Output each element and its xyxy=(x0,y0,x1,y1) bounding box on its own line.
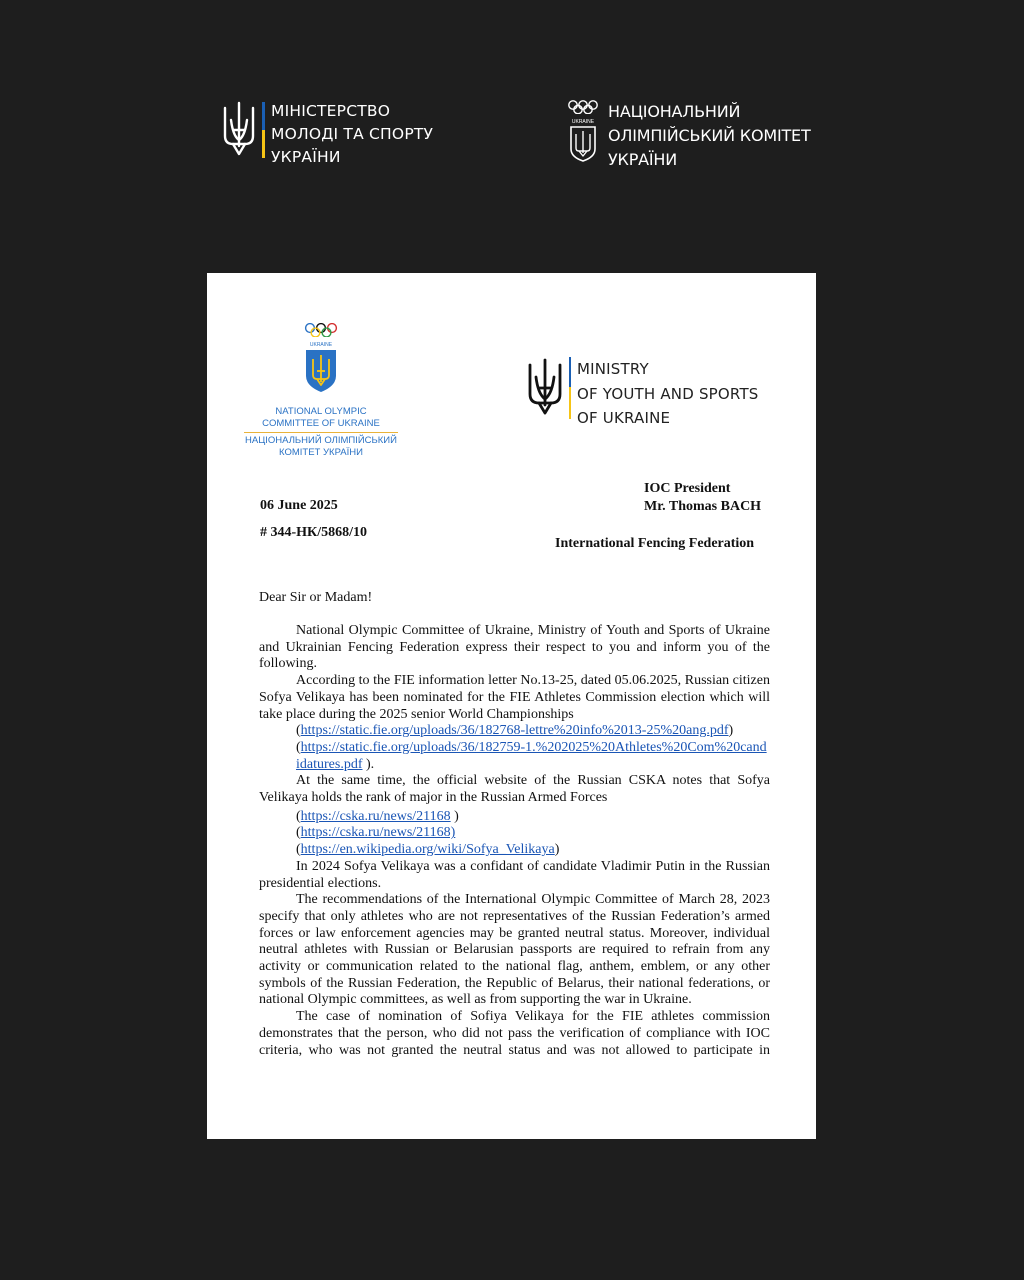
trident-icon xyxy=(222,100,256,158)
ministry-header-line: МІНІСТЕРСТВО xyxy=(271,102,391,120)
ministry-letterhead-logo xyxy=(527,357,759,431)
reference-link[interactable]: https://cska.ru/news/21168 xyxy=(300,808,451,824)
reference-line: (https://static.fie.org/uploads/36/182759-1.%202025%20Athletes%20Com%20candidatures.pdf ). xyxy=(296,739,767,772)
noc-name-en xyxy=(243,406,399,430)
letter-page xyxy=(207,273,816,1139)
ministry-line: MINISTRY xyxy=(577,360,649,378)
reference-line: (https://static.fie.org/uploads/36/182768-lettre%20info%2013-25%20ang.pdf) xyxy=(296,723,734,739)
noc-name-ua-line: НАЦІОНАЛЬНИЙ ОЛІМПІЙСЬКИЙ xyxy=(245,435,397,446)
recipient-title: IOC President xyxy=(644,481,731,496)
paragraph: National Olympic Committee of Ukraine, Ministry of Youth and Sports of Ukraine and Ukrainian Fencing Federation express their respect to you and inform you of the following. xyxy=(259,623,770,672)
salutation: Dear Sir or Madam! xyxy=(259,590,373,605)
reference-link[interactable]: https://cska.ru/news/21168) xyxy=(300,825,456,841)
reference-link[interactable]: https://static.fie.org/uploads/36/182759-1.%202025%20Athletes%20Com%20candidatures.pdf xyxy=(296,739,767,772)
ministry-header-text xyxy=(271,100,433,169)
reference-link[interactable]: https://en.wikipedia.org/wiki/Sofya_Velikaya xyxy=(300,842,555,858)
noc-shield-icon xyxy=(567,125,599,163)
paragraph: The recommendations of the International Olympic Committee of March 28, 2023 specify that only athletes who are not representatives of the Russian Federation’s armed forces or law enforcement agencies may be granted neutral status. Moreover, individual neutral athletes with Russian or Belarusian passports are required to refrain from any activity or communication related to the national flag, anthem, emblem, or any other symbols of the Russian Federation, the Republic of Belarus, their national federations, or national Olympic committees, as well as from supporting the war in Ukraine. xyxy=(259,892,770,1008)
ministry-header-logo xyxy=(222,100,433,169)
trident-icon xyxy=(527,357,563,417)
ministry-line: OF UKRAINE xyxy=(577,409,671,427)
noc-shield-icon xyxy=(303,348,339,394)
paragraph: According to the FIE information letter No.13-25, dated 05.06.2025, Russian citizen Sofya Velikaya has been nominated for the FIE Athletes Commission election which will take place during the 2025 senior World Championships xyxy=(259,673,770,722)
noc-header-logo xyxy=(567,100,811,172)
reference-line: (https://en.wikipedia.org/wiki/Sofya_Velikaya) xyxy=(296,842,560,858)
noc-emblem-label: UKRAINE xyxy=(309,342,333,348)
noc-name-ua-line: КОМІТЕТ УКРАЇНИ xyxy=(279,447,363,458)
reference-link[interactable]: https://static.fie.org/uploads/36/182768-lettre%20info%2013-25%20ang.pdf xyxy=(300,723,729,739)
noc-name-en-line: COMMITTEE OF UKRAINE xyxy=(262,418,380,429)
paragraph: At the same time, the official website of the Russian CSKA notes that Sofya Velikaya holds the rank of major in the Russian Armed Forces xyxy=(259,773,770,806)
noc-letterhead-logo xyxy=(243,323,399,459)
noc-emblem-label: UKRAINE xyxy=(571,119,595,125)
ministry-header-line: МОЛОДІ ТА СПОРТУ xyxy=(271,125,434,143)
flag-bar xyxy=(262,102,265,158)
letter-body xyxy=(259,614,770,1059)
recipient-name: Mr. Thomas BACH xyxy=(644,499,762,514)
noc-header-line: УКРАЇНИ xyxy=(608,150,678,169)
recipient-organization: International Fencing Federation xyxy=(555,536,755,551)
ministry-letterhead-text xyxy=(577,357,759,431)
flag-bar xyxy=(569,357,571,419)
noc-name-en-line: NATIONAL OLYMPIC xyxy=(275,406,367,417)
reference-line: (https://cska.ru/news/21168 ) xyxy=(296,808,459,824)
paragraph: In 2024 Sofya Velikaya was a confidant of candidate Vladimir Putin in the Russian presidential elections. xyxy=(259,858,770,891)
ministry-header-line: УКРАЇНИ xyxy=(271,148,341,166)
olympic-rings-icon xyxy=(567,100,599,114)
letter-number: # 344-НК/5868/10 xyxy=(260,525,367,540)
noc-header-text xyxy=(608,100,811,172)
ministry-line: OF YOUTH AND SPORTS xyxy=(577,384,759,403)
noc-header-emblem xyxy=(567,100,599,168)
noc-header-line: ОЛІМПІЙСЬКИЙ КОМІТЕТ xyxy=(608,126,811,145)
divider xyxy=(244,432,398,433)
reference-line: (https://cska.ru/news/21168) xyxy=(296,825,456,841)
paragraph: The case of nomination of Sofiya Velikaya for the FIE athletes commission demonstrates that the person, who did not pass the verification of compliance with IOC criteria, who was not granted the neutral status and was not allowed to participate in xyxy=(259,1009,770,1058)
noc-header-line: НАЦІОНАЛЬНИЙ xyxy=(608,102,741,121)
letter-date: 06 June 2025 xyxy=(260,498,338,513)
noc-name-ua xyxy=(243,435,399,459)
olympic-rings-icon xyxy=(304,323,338,337)
